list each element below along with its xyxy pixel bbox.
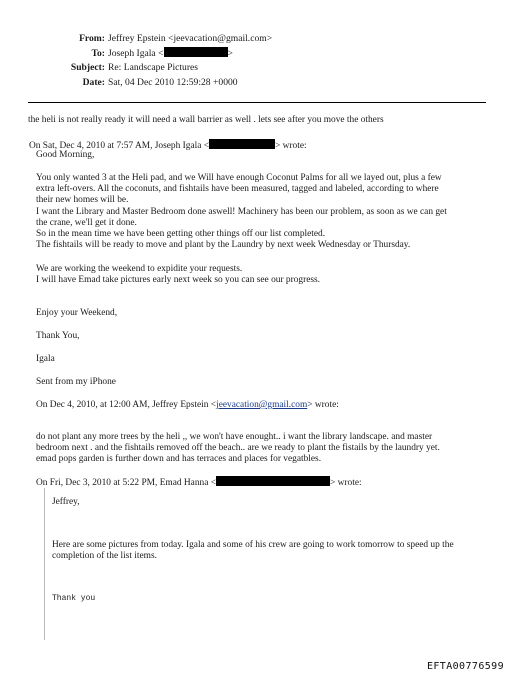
- text-line: Here are some pictures from today. Igala and some of his crew are going to work tomorrow to speed up the: [52, 540, 454, 550]
- redaction-box: [209, 139, 275, 149]
- subject-value: Re: Landscape Pictures: [108, 62, 199, 73]
- quote1-attribution-prefix: On Sat, Dec 4, 2010 at 7:57 AM, Joseph Igala <: [29, 141, 210, 151]
- quote1-sent-from: Sent from my iPhone: [36, 377, 116, 387]
- to-label: To:: [91, 47, 105, 59]
- quote3-attribution: [36, 476, 362, 489]
- quote3-attribution-prefix: On Fri, Dec 3, 2010 at 5:22 PM, Emad Hanna <: [36, 478, 217, 488]
- quote-bar: [44, 488, 45, 640]
- quote1-attribution-suffix: > wrote:: [275, 141, 307, 151]
- redaction-box: [216, 476, 330, 486]
- quote3-greeting: Jeffrey,: [52, 497, 80, 507]
- text-line: their new homes will be.: [36, 195, 129, 206]
- quote1-paragraph-2: [36, 264, 320, 286]
- quote1-greeting: Good Morning,: [36, 150, 95, 160]
- subject-row: [22, 61, 272, 76]
- quote3-attribution-suffix: > wrote:: [330, 478, 362, 488]
- quote2-attribution: [36, 400, 339, 411]
- date-value: Sat, 04 Dec 2010 12:59:28 +0000: [108, 76, 238, 88]
- date-label: Date:: [82, 76, 105, 88]
- header-divider: [28, 102, 486, 103]
- text-line: extra left-overs. All the coconuts, and fishtails have been measured, tagged and labeled, according to where: [36, 184, 439, 195]
- quote3-body: [52, 540, 454, 562]
- quote2-body: [36, 432, 440, 466]
- text-line: emad pops garden is further down and has terraces and places for vegatbles.: [36, 454, 322, 465]
- text-line: bedroom next . and the fishtails removed off the beach.. are we ready to plant the fistails by the laundry yet.: [36, 443, 440, 454]
- from-label: From:: [79, 33, 105, 44]
- text-line: I will have Emad take pictures early next week so you can see our progress.: [36, 275, 321, 286]
- text-line: You only wanted 3 at the Heli pad, and we Will have enough Coconut Palms for all we layed out, plus a few: [36, 173, 442, 183]
- to-value-prefix: Joseph Igala <: [108, 47, 164, 59]
- quote3-closing: Thank you: [52, 594, 96, 603]
- reply-text: the heli is not really ready it will need a wall barrier as well . lets see after you move the others: [28, 115, 384, 125]
- quote1-enjoy: Enjoy your Weekend,: [36, 308, 118, 318]
- from-value: Jeffrey Epstein <jeevacation@gmail.com>: [108, 33, 273, 44]
- text-line: do not plant any more trees by the heli ,, we won't have enought.. i want the library landscape. and master: [36, 432, 433, 442]
- quote2-attribution-prefix: On Dec 4, 2010, at 12:00 AM, Jeffrey Epstein <: [36, 400, 217, 410]
- quote1-signature: Igala: [36, 354, 55, 364]
- quote1-thanks: Thank You,: [36, 331, 80, 341]
- email-header: [22, 32, 272, 90]
- quote1-paragraph-1: [36, 173, 447, 251]
- text-line: So in the mean time we have been getting other things off our list completed.: [36, 229, 326, 240]
- subject-label: Subject:: [70, 62, 105, 73]
- from-row: [22, 32, 272, 47]
- text-line: I want the Library and Master Bedroom done aswell! Machinery has been our problem, as soon as we can get: [36, 206, 447, 217]
- text-line: completion of the list items.: [52, 551, 157, 562]
- quote2-attribution-suffix: > wrote:: [307, 400, 339, 410]
- text-line: the crane, we'll get it done.: [36, 217, 137, 228]
- to-value-suffix: >: [227, 47, 233, 59]
- text-line: We are working the weekend to expidite your requests.: [36, 264, 243, 274]
- email-link[interactable]: jeevacation@gmail.com: [216, 400, 308, 410]
- redaction-box: [164, 47, 228, 57]
- to-row: [22, 47, 272, 62]
- document-id: EFTA00776599: [426, 661, 504, 672]
- text-line: The fishtails will be ready to move and plant by the Laundry by next week Wednesday or Thursday.: [36, 240, 411, 251]
- date-row: [22, 76, 272, 91]
